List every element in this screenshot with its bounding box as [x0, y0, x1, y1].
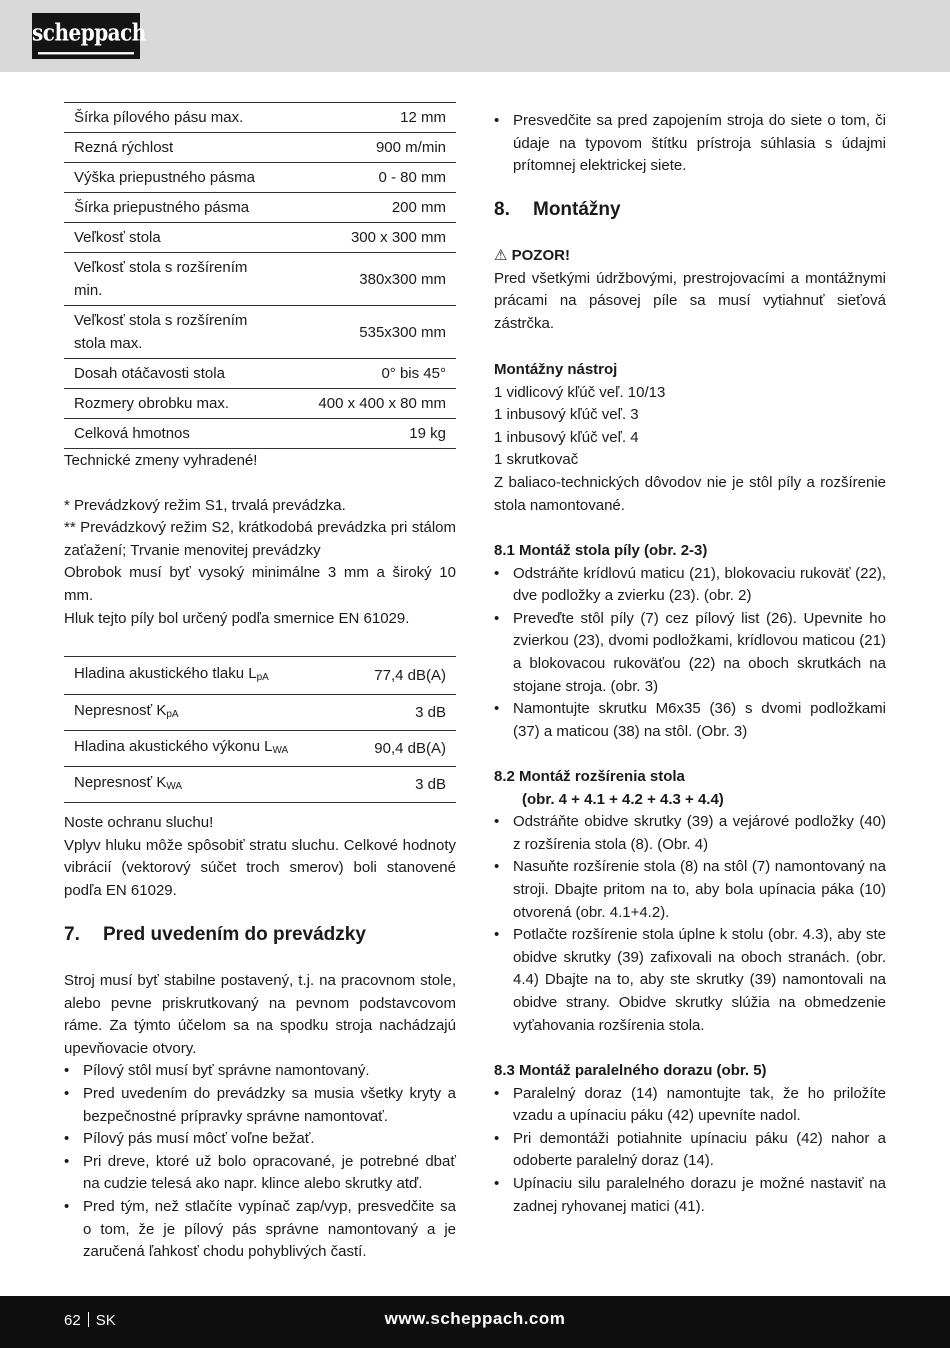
- noise-label: [64, 695, 346, 731]
- workpiece-note: Obrobok musí byť vysoký minimálne 3 mm a široký 10 mm.: [64, 564, 456, 604]
- warning-triangle-icon: ⚠: [494, 247, 508, 264]
- page-number: 62: [64, 1312, 81, 1329]
- subsection-8-1: [494, 540, 886, 743]
- spec-value: 380x300 mm: [308, 253, 456, 306]
- website-url: www.scheppach.com: [384, 1309, 566, 1328]
- spec-label: Dosah otáčavosti stola: [64, 359, 308, 389]
- section-title: Pred uvedením do prevádzky: [103, 924, 366, 945]
- warning-text: Pred všetkými údržbovými, prestrojovacími a montážnymi prácami na pásovej píle sa musí vytiahnuť sieťová zástrčka.: [494, 269, 886, 332]
- noise-label: [64, 657, 346, 695]
- spec-label: Veľkosť stola: [64, 223, 308, 253]
- footer-bar: [0, 1296, 950, 1348]
- noise-value: 77,4 dB(A): [346, 657, 456, 695]
- spec-value: 200 mm: [308, 193, 456, 223]
- scheppach-logo: [32, 13, 146, 59]
- noise-label-text: Nepresnosť K: [74, 702, 167, 719]
- tool-item: 1 inbusový kľúč veľ. 4: [494, 428, 639, 446]
- hearing-warning: Noste ochranu sluchu!: [64, 814, 214, 831]
- noise-value: 3 dB: [346, 695, 456, 731]
- header-bar: [0, 0, 950, 72]
- mode-s1-note: * Prevádzkový režim S1, trvalá prevádzka.: [64, 496, 346, 514]
- subsection-8-2: [494, 766, 886, 1037]
- logo-text: scheppach: [32, 18, 146, 47]
- warning-heading: [494, 245, 886, 268]
- list-item: • Odstráňte obidve skrutky (39) a vejárové podložky (40) z rozšírenia stola (8). (Obr. 4): [494, 811, 886, 856]
- table-row: [64, 767, 456, 803]
- hearing-text: Vplyv hluku môže spôsobiť stratu sluchu. Celkové hodnoty vibrácií (vektorový súčet troch smerov) boli stanovené podľa EN 61029.: [64, 836, 456, 899]
- spec-label: Veľkosť stola s rozšírením stola max.: [64, 306, 308, 359]
- table-row: [64, 306, 456, 359]
- tech-changes-note: Technické zmeny vyhradené!: [64, 452, 258, 469]
- noise-value: 3 dB: [346, 767, 456, 803]
- spec-notes: [64, 450, 456, 630]
- tools-note: Z baliaco-technických dôvodov nie je stôl píly a rozšírenie stola namontované.: [494, 473, 886, 514]
- section-7-body: [64, 970, 456, 1264]
- section-8-heading: [494, 197, 886, 223]
- spec-label: Rezná rýchlost: [64, 133, 308, 163]
- spec-value: 0 - 80 mm: [308, 163, 456, 193]
- table-row: [64, 359, 456, 389]
- noise-label-sub: pA: [256, 672, 269, 683]
- subsection-heading: 8.3 Montáž paralelného dorazu (obr. 5): [494, 1062, 767, 1079]
- table-row: [64, 657, 456, 695]
- subsection-8-3: [494, 1060, 886, 1218]
- spec-label: Celková hmotnos: [64, 419, 308, 449]
- table-row: [64, 695, 456, 731]
- list-item: • Pílový stôl musí byť správne namontovaný.: [64, 1060, 456, 1083]
- table-row: [64, 419, 456, 449]
- list-item: • Odstráňte krídlovú maticu (21), blokovaciu rukoväť (22), dve podložky a zvierku (23). (obr. 2): [494, 563, 886, 608]
- table-row: [64, 133, 456, 163]
- list-item: • Pílový pás musí môcť voľne bežať.: [64, 1128, 456, 1151]
- table-row: [64, 731, 456, 767]
- spec-value: 900 m/min: [308, 133, 456, 163]
- list-item: • Namontujte skrutku M6x35 (36) s dvomi podložkami (37) a maticou (38) na stôl. (Obr. 3): [494, 698, 886, 743]
- spec-label: Šírka pílového pásu max.: [64, 103, 308, 133]
- list-item: • Preveďte stôl píly (7) cez pílový list (26). Upevnite ho zvierkou (23), dvomi podložkami, krídlovou maticou (21) a blokovacou rukoväťou (22) na oboch skrutkách na stojane stroja. (obr. 3): [494, 608, 886, 698]
- list-item: • Presvedčite sa pred zapojením stroja do siete o tom, či údaje na typovom štítku prístroja súhlasia s údajmi prítomnej elektrickej siete.: [494, 110, 886, 178]
- spec-label: Veľkosť stola s rozšírením min.: [64, 253, 308, 306]
- spec-value: 19 kg: [308, 419, 456, 449]
- list-item: • Pred uvedením do prevádzky sa musia všetky kryty a bezpečnostné prípravky správne namontovať.: [64, 1083, 456, 1128]
- section-7-list: [64, 1060, 456, 1263]
- noise-table: [64, 656, 456, 803]
- section-number: 8.: [494, 199, 510, 220]
- list-item: • Paralelný doraz (14) namontujte tak, že ho priložíte vzadu a upínaciu páku (42) upevníte nadol.: [494, 1083, 886, 1128]
- spec-label: Šírka priepustného pásma: [64, 193, 308, 223]
- noise-value: 90,4 dB(A): [346, 731, 456, 767]
- section-title: Montážny: [533, 199, 621, 220]
- list-item: • Pred tým, než stlačíte vypínač zap/vyp, presvedčite sa o tom, že je pílový pás správne namontovaný a je zaručená ľahkosť chodu pohyblivých častí.: [64, 1196, 456, 1264]
- subsection-heading-figures: (obr. 4 + 4.1 + 4.2 + 4.3 + 4.4): [522, 790, 724, 808]
- section-7-intro: Stroj musí byť stabilne postavený, t.j. na pracovnom stole, alebo pevne priskrutkovaný na pevnom podstavcovom ráme. Za týmto účelom sa na spodku stroja nachádzajú upevňovacie otvory.: [64, 972, 456, 1057]
- warning-block: [494, 245, 886, 335]
- noise-label-sub: WA: [272, 745, 289, 756]
- spec-value: 300 x 300 mm: [308, 223, 456, 253]
- mode-s2-note: ** Prevádzkový režim S2, krátkodobá prevádzka pri stálom zaťažení; Trvanie menovitej prevádzky: [64, 519, 456, 559]
- noise-label-text: Hladina akustického výkonu L: [74, 738, 273, 755]
- language-code: SK: [95, 1312, 116, 1329]
- list-item: • Pri demontáži potiahnite upínaciu páku (42) nahor a odoberte paralelný doraz (14).: [494, 1128, 886, 1173]
- tool-item: 1 vidlicový kľúč veľ. 10/13: [494, 383, 666, 401]
- noise-label-sub: WA: [166, 781, 183, 792]
- list-item: • Potlačte rozšírenie stola úplne k stolu (obr. 4.3), aby ste obidve skrutky (39) zafixovali na oboch stranách. (obr. 4.4) Dbajte na to, aby ste skrutky (39) namontovali na obidve strany. Obidve skrutky slúžia na obmedzenie vyťahovania rozšírenia stola.: [494, 924, 886, 1037]
- table-row: [64, 193, 456, 223]
- subsection-list: [494, 1083, 886, 1219]
- section-7-list-continued: [494, 110, 886, 178]
- list-item: • Pri dreve, ktoré už bolo opracované, je potrebné dbať na cudzie telesá ako napr. klince alebo skrutky atď.: [64, 1151, 456, 1196]
- warning-label: POZOR!: [511, 247, 570, 264]
- table-row: [64, 253, 456, 306]
- list-item: • Nasuňte rozšírenie stola (8) na stôl (7) namontovaný na stroji. Dbajte pritom na to, aby bola upínacia páka (10) otvorená (obr. 4.1+4.2).: [494, 856, 886, 924]
- logo-underline: [38, 52, 134, 54]
- noise-label-text: Hladina akustického tlaku L: [74, 665, 257, 682]
- subsection-heading: 8.2 Montáž rozšírenia stola: [494, 768, 685, 785]
- noise-standard-note: Hluk tejto píly bol určený podľa smernice EN 61029.: [64, 609, 410, 627]
- noise-label: [64, 731, 346, 767]
- subsection-heading: 8.1 Montáž stola píly (obr. 2-3): [494, 542, 708, 559]
- table-row: [64, 389, 456, 419]
- list-item: • Upínaciu silu paralelného dorazu je možné nastaviť na zadnej ryhovanej matici (41).: [494, 1173, 886, 1218]
- hearing-notes: [64, 812, 456, 902]
- noise-label-sub: pA: [166, 709, 179, 720]
- spec-label: Rozmery obrobku max.: [64, 389, 308, 419]
- subsection-list: [494, 563, 886, 744]
- spec-value: 12 mm: [308, 103, 456, 133]
- noise-label: [64, 767, 346, 803]
- tools-heading: Montážny nástroj: [494, 361, 618, 378]
- spec-table: [64, 102, 456, 449]
- section-7-heading: [64, 922, 456, 948]
- subsection-list: [494, 811, 886, 1037]
- tools-block: [494, 359, 886, 517]
- table-row: [64, 163, 456, 193]
- spec-label: Výška priepustného pásma: [64, 163, 308, 193]
- section-number: 7.: [64, 924, 80, 945]
- spec-value: 0° bis 45°: [308, 359, 456, 389]
- spec-value: 535x300 mm: [308, 306, 456, 359]
- tool-item: 1 inbusový kľúč veľ. 3: [494, 406, 639, 424]
- spec-value: 400 x 400 x 80 mm: [308, 389, 456, 419]
- table-row: [64, 103, 456, 133]
- tool-item: 1 skrutkovač: [494, 451, 579, 469]
- noise-label-text: Nepresnosť K: [74, 774, 167, 791]
- table-row: [64, 223, 456, 253]
